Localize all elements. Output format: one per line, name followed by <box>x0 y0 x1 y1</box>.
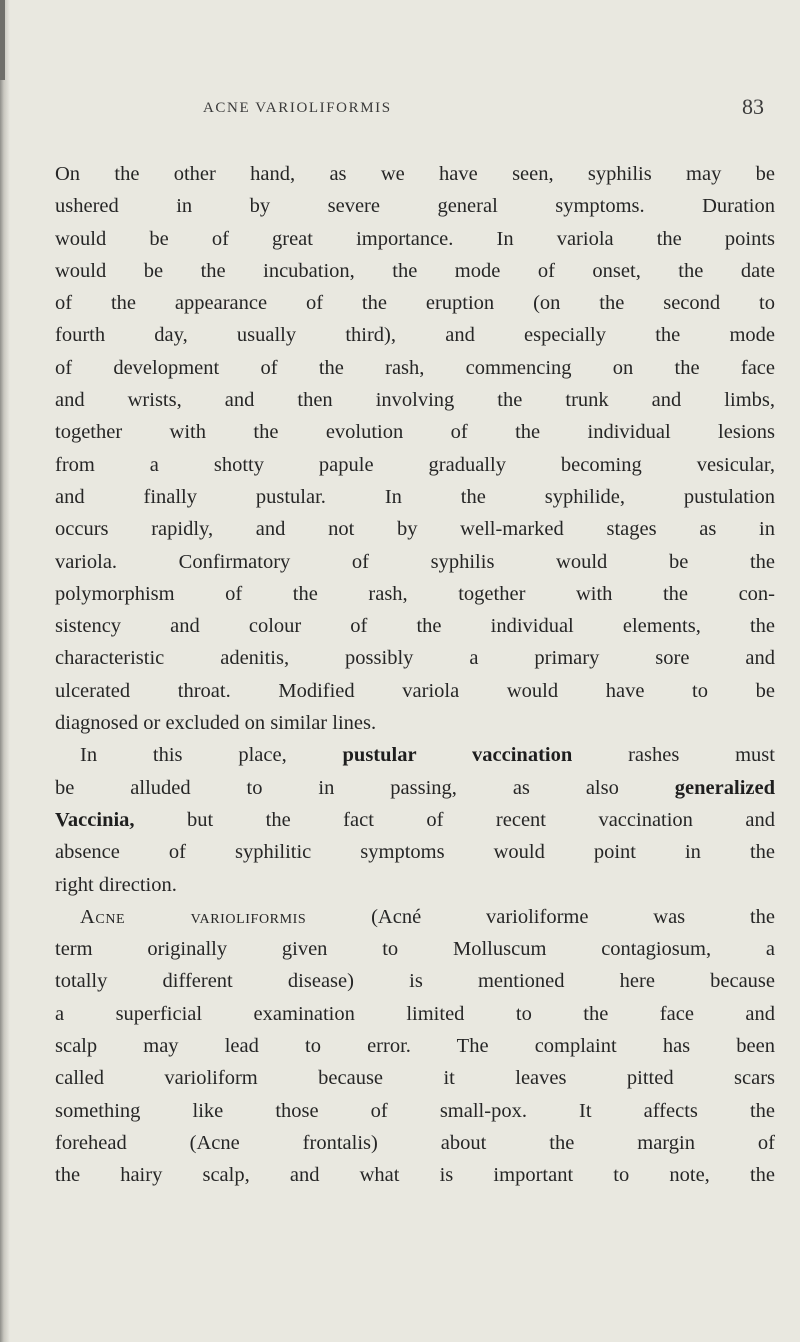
text-line: would be of great importance. In variola the points <box>55 227 775 250</box>
bold-term: Vaccinia, <box>55 808 135 831</box>
text-line: On the other hand, as we have seen, syphilis may be <box>55 163 775 185</box>
text-line: ushered in by severe general symptoms. Duration <box>55 195 775 218</box>
text-line: ulcerated throat. Modified variola would have to be <box>55 679 775 702</box>
text-line: scalp may lead to error. The complaint has been <box>55 1035 775 1058</box>
text-line: would be the incubation, the mode of onset, the date <box>55 259 775 282</box>
text-line: of the appearance of the eruption (on the second to <box>55 292 775 315</box>
text-span: but the fact of recent vaccination and <box>134 808 775 831</box>
text-line: absence of syphilitic symptoms would point in the <box>55 841 775 864</box>
page-number: 83 <box>742 94 764 119</box>
text-line: occurs rapidly, and not by well-marked stages as in <box>55 518 775 541</box>
page-edge-shadow <box>0 0 10 1342</box>
text-line: characteristic adenitis, possibly a primary sore and <box>55 647 775 670</box>
text-line: together with the evolution of the individual lesions <box>55 421 775 444</box>
text-line: forehead (Acne frontalis) about the margin of <box>55 1131 775 1154</box>
bold-term: generalized <box>674 776 775 799</box>
text-span: (Acné varioliforme was the <box>306 905 775 928</box>
running-head: ACNE VARIOLIFORMIS <box>203 100 392 116</box>
text-line <box>55 772 775 804</box>
text-span: In this place, <box>80 744 343 767</box>
text-line <box>55 804 775 836</box>
body-text <box>55 158 775 1192</box>
text-line: and wrists, and then involving the trunk and limbs, <box>55 389 775 412</box>
text-line: something like those of small-pox. It affects the <box>55 1099 775 1122</box>
text-line: fourth day, usually third), and especially the mode <box>55 324 775 347</box>
text-span: be alluded to in passing, as also <box>55 776 675 799</box>
text-line: sistency and colour of the individual elements, the <box>55 615 775 638</box>
text-line: the hairy scalp, and what is important to note, the <box>55 1164 775 1187</box>
text-line <box>55 739 775 771</box>
bold-term: pustular vaccination <box>342 744 573 767</box>
text-line: right direction. <box>55 873 177 896</box>
text-line: diagnosed or excluded on similar lines. <box>55 712 377 735</box>
text-line: a superficial examination limited to the face and <box>55 1002 775 1025</box>
text-span: rashes must <box>572 744 775 767</box>
text-line: polymorphism of the rash, together with the con- <box>55 582 775 605</box>
text-line: of development of the rash, commencing on the face <box>55 356 775 379</box>
page-edge-line <box>0 0 5 80</box>
text-line: totally different disease) is mentioned here because <box>55 970 775 993</box>
text-line: variola. Confirmatory of syphilis would be the <box>55 550 775 573</box>
text-line: from a shotty papule gradually becoming vesicular, <box>55 453 775 476</box>
small-caps-term: Acne varioliformis <box>80 905 307 928</box>
text-line <box>55 901 775 933</box>
text-line: and finally pustular. In the syphilide, pustulation <box>55 485 775 508</box>
text-line: called varioliform because it leaves pitted scars <box>55 1067 775 1090</box>
text-line: term originally given to Molluscum contagiosum, a <box>55 938 775 961</box>
